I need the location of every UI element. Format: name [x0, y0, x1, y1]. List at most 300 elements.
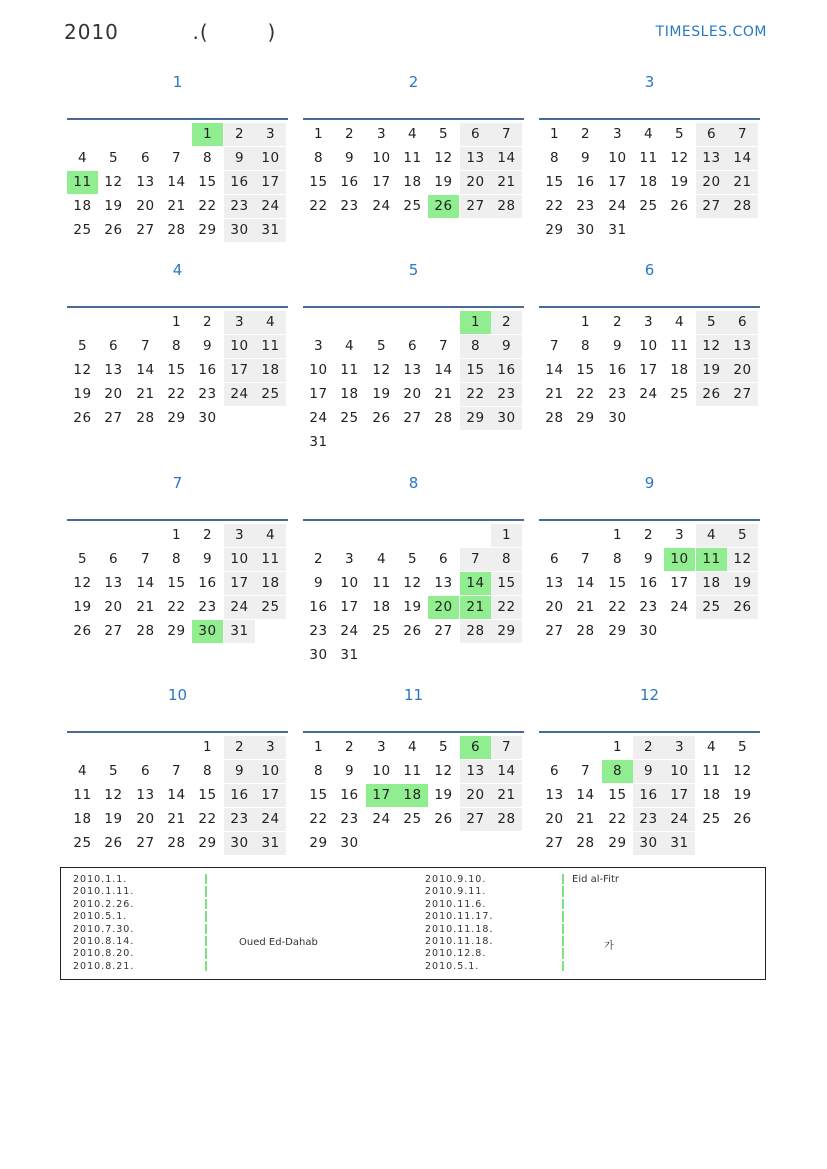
day-cell[interactable]: 21 — [491, 171, 522, 194]
day-cell[interactable]: 28 — [167, 835, 186, 851]
day-cell[interactable]: 19 — [104, 198, 123, 214]
day-cell[interactable]: 27 — [104, 410, 123, 426]
day-cell[interactable]: 16 — [198, 575, 217, 591]
day-cell[interactable]: 9 — [633, 760, 664, 783]
day-cell[interactable]: 20 — [460, 784, 491, 807]
day-cell[interactable]: 22 — [309, 811, 328, 827]
day-cell[interactable]: 2 — [224, 736, 255, 759]
day-cell[interactable]: 13 — [545, 575, 564, 591]
day-cell[interactable]: 8 — [171, 338, 182, 354]
day-cell[interactable]: 24 — [372, 811, 391, 827]
day-cell[interactable]: 11 — [702, 763, 721, 779]
day-cell[interactable]: 20 — [403, 386, 422, 402]
day-cell[interactable]: 23 — [198, 599, 217, 615]
day-cell[interactable]: 27 — [434, 623, 453, 639]
day-cell[interactable]: 15 — [491, 572, 522, 595]
day-cell[interactable]: 28 — [545, 410, 564, 426]
day-cell[interactable]: 25 — [670, 386, 689, 402]
day-cell[interactable]: 3 — [376, 739, 387, 755]
day-cell[interactable]: 21 — [727, 171, 758, 194]
day-cell[interactable]: 26 — [403, 623, 422, 639]
day-cell[interactable]: 19 — [104, 811, 123, 827]
day-cell[interactable]: 6 — [407, 338, 418, 354]
day-cell[interactable]: 8 — [171, 551, 182, 567]
day-cell[interactable]: 10 — [664, 760, 695, 783]
day-cell[interactable]: 7 — [727, 123, 758, 146]
day-cell[interactable]: 2 — [580, 126, 591, 142]
day-cell[interactable]: 22 — [576, 386, 595, 402]
day-cell[interactable]: 24 — [309, 410, 328, 426]
day-cell[interactable]: 6 — [696, 123, 727, 146]
day-cell[interactable]: 30 — [576, 222, 595, 238]
day-cell[interactable]: 7 — [491, 123, 522, 146]
day-cell[interactable]: 31 — [340, 647, 359, 663]
day-cell[interactable]: 29 — [608, 835, 627, 851]
day-cell[interactable]: 9 — [224, 760, 255, 783]
day-cell[interactable]: 13 — [460, 760, 491, 783]
day-cell[interactable]: 11 — [73, 787, 92, 803]
day-cell[interactable]: 11 — [255, 335, 286, 358]
day-cell[interactable]: 5 — [77, 338, 88, 354]
day-cell[interactable]: 23 — [340, 811, 359, 827]
day-cell[interactable]: 23 — [309, 623, 328, 639]
day-cell[interactable]: 21 — [576, 599, 595, 615]
day-cell[interactable]: 1 — [171, 527, 182, 543]
day-cell[interactable]: 27 — [545, 835, 564, 851]
day-cell[interactable]: 14 — [136, 575, 155, 591]
day-cell[interactable]: 27 — [727, 383, 758, 406]
day-cell[interactable]: 6 — [549, 763, 560, 779]
day-cell[interactable]: 2 — [202, 527, 213, 543]
day-cell[interactable]: 25 — [696, 596, 727, 619]
holiday-day-cell[interactable]: 11 — [67, 171, 98, 194]
day-cell[interactable]: 10 — [224, 548, 255, 571]
day-cell[interactable]: 28 — [576, 623, 595, 639]
day-cell[interactable]: 28 — [491, 195, 522, 218]
day-cell[interactable]: 2 — [633, 736, 664, 759]
day-cell[interactable]: 12 — [733, 763, 752, 779]
day-cell[interactable]: 26 — [696, 383, 727, 406]
day-cell[interactable]: 12 — [104, 787, 123, 803]
day-cell[interactable]: 4 — [706, 739, 717, 755]
day-cell[interactable]: 7 — [140, 551, 151, 567]
day-cell[interactable]: 16 — [340, 174, 359, 190]
holiday-day-cell[interactable]: 6 — [460, 736, 491, 759]
day-cell[interactable]: 12 — [73, 575, 92, 591]
day-cell[interactable]: 29 — [167, 623, 186, 639]
day-cell[interactable]: 15 — [576, 362, 595, 378]
day-cell[interactable]: 2 — [491, 311, 522, 334]
day-cell[interactable]: 11 — [255, 548, 286, 571]
day-cell[interactable]: 30 — [198, 410, 217, 426]
day-cell[interactable]: 10 — [340, 575, 359, 591]
day-cell[interactable]: 7 — [171, 150, 182, 166]
holiday-day-cell[interactable]: 1 — [192, 123, 223, 146]
day-cell[interactable]: 18 — [340, 386, 359, 402]
day-cell[interactable]: 4 — [696, 524, 727, 547]
day-cell[interactable]: 14 — [167, 787, 186, 803]
day-cell[interactable]: 13 — [460, 147, 491, 170]
day-cell[interactable]: 15 — [608, 787, 627, 803]
day-cell[interactable]: 7 — [140, 338, 151, 354]
day-cell[interactable]: 3 — [376, 126, 387, 142]
day-cell[interactable]: 23 — [633, 808, 664, 831]
day-cell[interactable]: 18 — [702, 787, 721, 803]
day-cell[interactable]: 30 — [309, 647, 328, 663]
day-cell[interactable]: 10 — [224, 335, 255, 358]
day-cell[interactable]: 16 — [340, 787, 359, 803]
day-cell[interactable]: 29 — [491, 620, 522, 643]
day-cell[interactable]: 27 — [136, 835, 155, 851]
day-cell[interactable]: 5 — [727, 524, 758, 547]
day-cell[interactable]: 18 — [403, 174, 422, 190]
day-cell[interactable]: 13 — [727, 335, 758, 358]
day-cell[interactable]: 8 — [313, 150, 324, 166]
day-cell[interactable]: 20 — [104, 599, 123, 615]
day-cell[interactable]: 13 — [403, 362, 422, 378]
day-cell[interactable]: 6 — [140, 150, 151, 166]
day-cell[interactable]: 18 — [639, 174, 658, 190]
day-cell[interactable]: 8 — [491, 548, 522, 571]
day-cell[interactable]: 4 — [643, 126, 654, 142]
day-cell[interactable]: 26 — [73, 623, 92, 639]
day-cell[interactable]: 19 — [733, 787, 752, 803]
day-cell[interactable]: 5 — [77, 551, 88, 567]
day-cell[interactable]: 16 — [224, 784, 255, 807]
day-cell[interactable]: 6 — [549, 551, 560, 567]
day-cell[interactable]: 8 — [202, 150, 213, 166]
day-cell[interactable]: 10 — [309, 362, 328, 378]
day-cell[interactable]: 18 — [73, 198, 92, 214]
day-cell[interactable]: 15 — [309, 787, 328, 803]
day-cell[interactable]: 1 — [171, 314, 182, 330]
day-cell[interactable]: 12 — [73, 362, 92, 378]
day-cell[interactable]: 22 — [198, 811, 217, 827]
day-cell[interactable]: 25 — [372, 623, 391, 639]
day-cell[interactable]: 18 — [255, 572, 286, 595]
day-cell[interactable]: 3 — [255, 123, 286, 146]
day-cell[interactable]: 26 — [733, 811, 752, 827]
day-cell[interactable]: 3 — [224, 524, 255, 547]
day-cell[interactable]: 17 — [664, 784, 695, 807]
day-cell[interactable]: 29 — [167, 410, 186, 426]
day-cell[interactable]: 29 — [198, 835, 217, 851]
day-cell[interactable]: 10 — [608, 150, 627, 166]
day-cell[interactable]: 26 — [73, 410, 92, 426]
day-cell[interactable]: 24 — [224, 596, 255, 619]
day-cell[interactable]: 1 — [202, 739, 213, 755]
day-cell[interactable]: 6 — [460, 123, 491, 146]
day-cell[interactable]: 16 — [633, 784, 664, 807]
day-cell[interactable]: 9 — [202, 551, 213, 567]
day-cell[interactable]: 23 — [340, 198, 359, 214]
day-cell[interactable]: 9 — [344, 150, 355, 166]
day-cell[interactable]: 23 — [224, 195, 255, 218]
day-cell[interactable]: 5 — [108, 763, 119, 779]
day-cell[interactable]: 6 — [438, 551, 449, 567]
day-cell[interactable]: 16 — [309, 599, 328, 615]
day-cell[interactable]: 10 — [372, 150, 391, 166]
day-cell[interactable]: 5 — [674, 126, 685, 142]
day-cell[interactable]: 14 — [576, 575, 595, 591]
day-cell[interactable]: 19 — [670, 174, 689, 190]
day-cell[interactable]: 30 — [608, 410, 627, 426]
day-cell[interactable]: 3 — [643, 314, 654, 330]
day-cell[interactable]: 11 — [340, 362, 359, 378]
day-cell[interactable]: 21 — [434, 386, 453, 402]
day-cell[interactable]: 8 — [549, 150, 560, 166]
day-cell[interactable]: 17 — [639, 362, 658, 378]
day-cell[interactable]: 17 — [224, 359, 255, 382]
day-cell[interactable]: 15 — [198, 787, 217, 803]
day-cell[interactable]: 23 — [576, 198, 595, 214]
day-cell[interactable]: 20 — [727, 359, 758, 382]
day-cell[interactable]: 22 — [309, 198, 328, 214]
holiday-day-cell[interactable]: 11 — [696, 548, 727, 571]
day-cell[interactable]: 11 — [403, 763, 422, 779]
holiday-day-cell[interactable]: 18 — [397, 784, 428, 807]
day-cell[interactable]: 17 — [340, 599, 359, 615]
day-cell[interactable]: 15 — [309, 174, 328, 190]
day-cell[interactable]: 3 — [674, 527, 685, 543]
day-cell[interactable]: 11 — [403, 150, 422, 166]
day-cell[interactable]: 13 — [434, 575, 453, 591]
day-cell[interactable]: 21 — [545, 386, 564, 402]
day-cell[interactable]: 14 — [167, 174, 186, 190]
holiday-day-cell[interactable]: 26 — [428, 195, 459, 218]
day-cell[interactable]: 8 — [313, 763, 324, 779]
day-cell[interactable]: 8 — [460, 335, 491, 358]
day-cell[interactable]: 18 — [73, 811, 92, 827]
day-cell[interactable]: 30 — [639, 623, 658, 639]
day-cell[interactable]: 24 — [664, 808, 695, 831]
day-cell[interactable]: 19 — [727, 572, 758, 595]
day-cell[interactable]: 21 — [491, 784, 522, 807]
day-cell[interactable]: 31 — [255, 219, 286, 242]
day-cell[interactable]: 27 — [136, 222, 155, 238]
day-cell[interactable]: 7 — [460, 548, 491, 571]
day-cell[interactable]: 15 — [167, 362, 186, 378]
day-cell[interactable]: 19 — [372, 386, 391, 402]
day-cell[interactable]: 19 — [434, 787, 453, 803]
day-cell[interactable]: 13 — [104, 362, 123, 378]
day-cell[interactable]: 13 — [104, 575, 123, 591]
day-cell[interactable]: 2 — [202, 314, 213, 330]
holiday-day-cell[interactable]: 17 — [366, 784, 397, 807]
day-cell[interactable]: 5 — [108, 150, 119, 166]
day-cell[interactable]: 4 — [376, 551, 387, 567]
day-cell[interactable]: 28 — [167, 222, 186, 238]
day-cell[interactable]: 2 — [612, 314, 623, 330]
day-cell[interactable]: 17 — [670, 575, 689, 591]
day-cell[interactable]: 16 — [491, 359, 522, 382]
day-cell[interactable]: 18 — [255, 359, 286, 382]
day-cell[interactable]: 16 — [224, 171, 255, 194]
day-cell[interactable]: 29 — [608, 623, 627, 639]
day-cell[interactable]: 24 — [340, 623, 359, 639]
day-cell[interactable]: 14 — [727, 147, 758, 170]
day-cell[interactable]: 20 — [545, 811, 564, 827]
day-cell[interactable]: 11 — [372, 575, 391, 591]
day-cell[interactable]: 8 — [612, 551, 623, 567]
day-cell[interactable]: 25 — [73, 222, 92, 238]
day-cell[interactable]: 1 — [549, 126, 560, 142]
day-cell[interactable]: 25 — [403, 198, 422, 214]
day-cell[interactable]: 12 — [434, 150, 453, 166]
day-cell[interactable]: 19 — [73, 599, 92, 615]
day-cell[interactable]: 20 — [696, 171, 727, 194]
day-cell[interactable]: 28 — [434, 410, 453, 426]
day-cell[interactable]: 19 — [696, 359, 727, 382]
day-cell[interactable]: 26 — [104, 222, 123, 238]
day-cell[interactable]: 29 — [576, 410, 595, 426]
day-cell[interactable]: 28 — [460, 620, 491, 643]
day-cell[interactable]: 9 — [224, 147, 255, 170]
day-cell[interactable]: 13 — [136, 174, 155, 190]
day-cell[interactable]: 21 — [136, 386, 155, 402]
day-cell[interactable]: 10 — [255, 760, 286, 783]
day-cell[interactable]: 27 — [460, 808, 491, 831]
day-cell[interactable]: 31 — [608, 222, 627, 238]
day-cell[interactable]: 1 — [313, 739, 324, 755]
holiday-day-cell[interactable]: 20 — [428, 596, 459, 619]
day-cell[interactable]: 24 — [639, 386, 658, 402]
day-cell[interactable]: 20 — [460, 171, 491, 194]
day-cell[interactable]: 10 — [372, 763, 391, 779]
day-cell[interactable]: 14 — [491, 147, 522, 170]
day-cell[interactable]: 23 — [224, 808, 255, 831]
day-cell[interactable]: 6 — [727, 311, 758, 334]
day-cell[interactable]: 1 — [491, 524, 522, 547]
day-cell[interactable]: 2 — [224, 123, 255, 146]
day-cell[interactable]: 9 — [202, 338, 213, 354]
day-cell[interactable]: 2 — [344, 739, 355, 755]
day-cell[interactable]: 27 — [696, 195, 727, 218]
day-cell[interactable]: 5 — [438, 739, 449, 755]
day-cell[interactable]: 9 — [491, 335, 522, 358]
day-cell[interactable]: 1 — [313, 126, 324, 142]
day-cell[interactable]: 9 — [643, 551, 654, 567]
day-cell[interactable]: 17 — [255, 171, 286, 194]
holiday-day-cell[interactable]: 10 — [664, 548, 695, 571]
day-cell[interactable]: 18 — [696, 572, 727, 595]
day-cell[interactable]: 31 — [664, 832, 695, 855]
day-cell[interactable]: 2 — [344, 126, 355, 142]
day-cell[interactable]: 22 — [167, 386, 186, 402]
day-cell[interactable]: 3 — [313, 338, 324, 354]
day-cell[interactable]: 19 — [403, 599, 422, 615]
day-cell[interactable]: 29 — [545, 222, 564, 238]
day-cell[interactable]: 7 — [491, 736, 522, 759]
day-cell[interactable]: 25 — [702, 811, 721, 827]
day-cell[interactable]: 4 — [407, 126, 418, 142]
day-cell[interactable]: 9 — [612, 338, 623, 354]
day-cell[interactable]: 14 — [491, 760, 522, 783]
day-cell[interactable]: 11 — [670, 338, 689, 354]
day-cell[interactable]: 20 — [136, 811, 155, 827]
day-cell[interactable]: 7 — [580, 551, 591, 567]
day-cell[interactable]: 25 — [340, 410, 359, 426]
day-cell[interactable]: 15 — [167, 575, 186, 591]
day-cell[interactable]: 27 — [460, 195, 491, 218]
day-cell[interactable]: 4 — [674, 314, 685, 330]
day-cell[interactable]: 13 — [545, 787, 564, 803]
day-cell[interactable]: 5 — [438, 126, 449, 142]
day-cell[interactable]: 17 — [309, 386, 328, 402]
day-cell[interactable]: 16 — [576, 174, 595, 190]
day-cell[interactable]: 26 — [104, 835, 123, 851]
day-cell[interactable]: 24 — [224, 383, 255, 406]
day-cell[interactable]: 17 — [255, 784, 286, 807]
day-cell[interactable]: 5 — [696, 311, 727, 334]
day-cell[interactable]: 18 — [670, 362, 689, 378]
day-cell[interactable]: 25 — [73, 835, 92, 851]
day-cell[interactable]: 26 — [670, 198, 689, 214]
day-cell[interactable]: 24 — [372, 198, 391, 214]
day-cell[interactable]: 15 — [460, 359, 491, 382]
day-cell[interactable]: 3 — [224, 311, 255, 334]
day-cell[interactable]: 25 — [255, 383, 286, 406]
day-cell[interactable]: 28 — [727, 195, 758, 218]
day-cell[interactable]: 21 — [167, 198, 186, 214]
day-cell[interactable]: 4 — [344, 338, 355, 354]
day-cell[interactable]: 30 — [491, 407, 522, 430]
day-cell[interactable]: 31 — [309, 434, 328, 450]
day-cell[interactable]: 1 — [612, 527, 623, 543]
day-cell[interactable]: 4 — [255, 524, 286, 547]
day-cell[interactable]: 10 — [639, 338, 658, 354]
day-cell[interactable]: 3 — [612, 126, 623, 142]
day-cell[interactable]: 14 — [136, 362, 155, 378]
day-cell[interactable]: 30 — [224, 832, 255, 855]
day-cell[interactable]: 20 — [136, 198, 155, 214]
day-cell[interactable]: 3 — [664, 736, 695, 759]
day-cell[interactable]: 22 — [608, 599, 627, 615]
day-cell[interactable]: 2 — [643, 527, 654, 543]
day-cell[interactable]: 30 — [633, 832, 664, 855]
day-cell[interactable]: 7 — [171, 763, 182, 779]
day-cell[interactable]: 12 — [696, 335, 727, 358]
day-cell[interactable]: 23 — [639, 599, 658, 615]
day-cell[interactable]: 3 — [344, 551, 355, 567]
day-cell[interactable]: 21 — [136, 599, 155, 615]
day-cell[interactable]: 22 — [167, 599, 186, 615]
day-cell[interactable]: 9 — [313, 575, 324, 591]
day-cell[interactable]: 11 — [639, 150, 658, 166]
day-cell[interactable]: 17 — [224, 572, 255, 595]
day-cell[interactable]: 15 — [198, 174, 217, 190]
day-cell[interactable]: 12 — [727, 548, 758, 571]
day-cell[interactable]: 23 — [491, 383, 522, 406]
day-cell[interactable]: 21 — [167, 811, 186, 827]
day-cell[interactable]: 8 — [580, 338, 591, 354]
day-cell[interactable]: 4 — [77, 150, 88, 166]
day-cell[interactable]: 24 — [255, 808, 286, 831]
day-cell[interactable]: 28 — [576, 835, 595, 851]
day-cell[interactable]: 26 — [727, 596, 758, 619]
day-cell[interactable]: 22 — [608, 811, 627, 827]
day-cell[interactable]: 24 — [608, 198, 627, 214]
day-cell[interactable]: 14 — [434, 362, 453, 378]
day-cell[interactable]: 22 — [198, 198, 217, 214]
day-cell[interactable]: 15 — [608, 575, 627, 591]
day-cell[interactable]: 24 — [255, 195, 286, 218]
holiday-day-cell[interactable]: 1 — [460, 311, 491, 334]
day-cell[interactable]: 1 — [612, 739, 623, 755]
day-cell[interactable]: 23 — [608, 386, 627, 402]
day-cell[interactable]: 4 — [407, 739, 418, 755]
day-cell[interactable]: 12 — [670, 150, 689, 166]
